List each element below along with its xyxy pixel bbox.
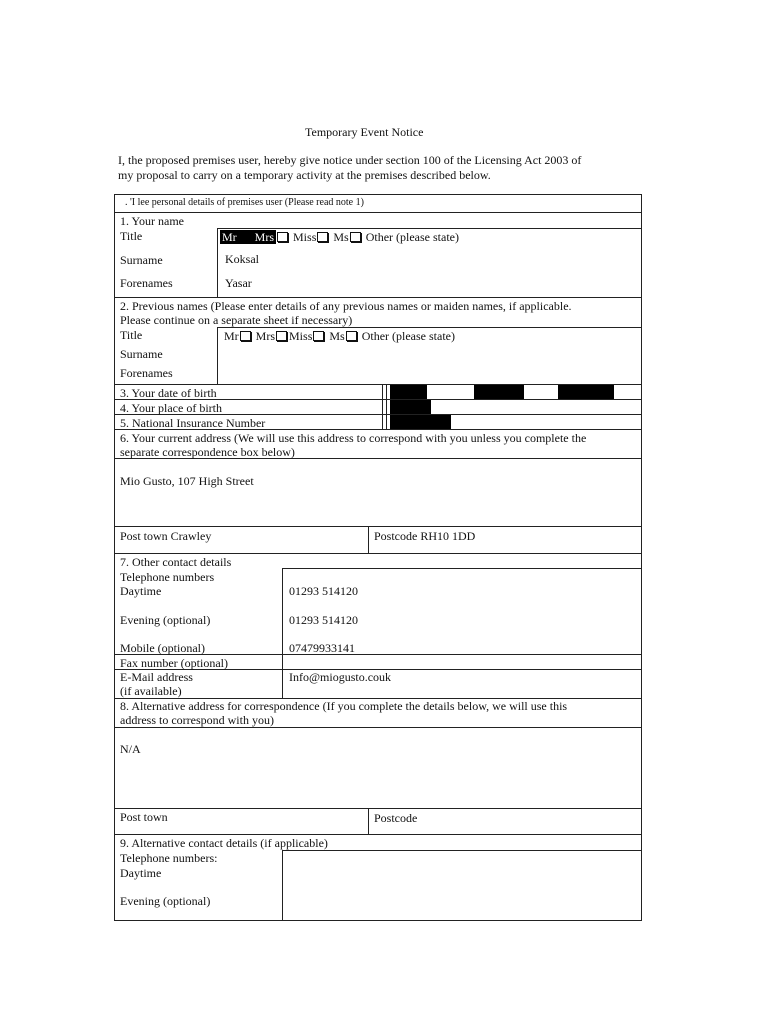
s3-label: 3. Your date of birth [120, 386, 217, 400]
s6-postcode[interactable]: Postcode RH10 1DD [374, 529, 476, 543]
checkbox-miss[interactable] [317, 232, 328, 242]
s8-heading-1: 8. Alternative address for correspondence (If you complete the details below, we will use this [120, 699, 568, 713]
intro-line-2: my proposal to carry on a temporary activity at the premises described below. [118, 168, 491, 182]
s6-heading-2: separate correspondence box below) [120, 445, 295, 459]
checkbox-prev-mr[interactable] [240, 331, 251, 341]
s7-email-sub: (if available) [120, 684, 182, 698]
intro-line-1: I, the proposed premises user, hereby give notice under section 100 of the Licensing Act 2003 of [118, 153, 582, 167]
s2-heading-1: 2. Previous names (Please enter details of any previous names or maiden names, if applicable. [120, 299, 572, 313]
checkbox-prev-ms[interactable] [346, 331, 357, 341]
s9-heading: 9. Alternative contact details (if applicable) [120, 836, 328, 850]
title-option-other: Other (please state) [365, 230, 459, 244]
s4-label: 4. Your place of birth [120, 401, 222, 415]
s1-title-options [220, 230, 459, 244]
s8-address-value[interactable]: N/A [120, 742, 141, 756]
s7-daytime-label: Daytime [120, 584, 162, 598]
s7-heading: 7. Other contact details [120, 555, 232, 569]
s2-title-label: Title [120, 328, 143, 342]
redacted-ni-number [390, 415, 451, 429]
s9-telephone-label: Telephone numbers: [120, 851, 218, 865]
checkbox-prev-miss[interactable] [313, 331, 324, 341]
s7-fax-label: Fax number (optional) [120, 656, 228, 670]
s7-email-label: E-Mail address [120, 670, 193, 684]
checkbox-mrs[interactable] [277, 232, 288, 242]
s8-postcode-label: Postcode [374, 811, 418, 825]
title-option-miss: Miss [293, 230, 317, 244]
s7-mobile-label: Mobile (optional) [120, 641, 205, 655]
s7-email-value[interactable]: Info@miogusto.couk [289, 670, 392, 684]
s7-evening-label: Evening (optional) [120, 613, 211, 627]
title-option-mr-selected[interactable]: Mr Mrs [222, 230, 275, 244]
s7-telephone-label: Telephone numbers [120, 570, 215, 584]
s7-daytime-value[interactable]: 01293 514120 [289, 584, 358, 598]
checkbox-prev-mrs[interactable] [276, 331, 287, 341]
title-option-ms: Ms [333, 230, 349, 244]
redacted-dob-month [474, 385, 524, 399]
s2-heading-2: Please continue on a separate sheet if necessary) [120, 313, 353, 327]
s6-post-town[interactable]: Post town Crawley [120, 529, 212, 543]
s1-title-label: Title [120, 229, 143, 243]
s7-evening-value[interactable]: 01293 514120 [289, 613, 358, 627]
s5-label: 5. National Insurance Number [120, 416, 266, 430]
s2-title-options: Mr Mrs Miss Ms Other (please state) [224, 329, 455, 343]
s6-heading-1: 6. Your current address (We will use this address to correspond with you unless you complete the [120, 431, 587, 445]
s7-mobile-value[interactable]: 07479933141 [289, 641, 355, 655]
checkbox-ms[interactable] [350, 232, 361, 242]
s1-surname-label: Surname [120, 253, 163, 267]
s1-surname-value[interactable]: Koksal [225, 252, 259, 266]
s9-daytime-label: Daytime [120, 866, 162, 880]
page-title: Temporary Event Notice [305, 125, 424, 139]
s2-forenames-label: Forenames [120, 366, 173, 380]
s8-post-town-label: Post town [120, 810, 168, 824]
s1-heading: 1. Your name [120, 214, 185, 228]
s6-address-value[interactable]: Mio Gusto, 107 High Street [120, 474, 254, 488]
redacted-dob-year [558, 385, 614, 399]
redacted-place-of-birth [390, 400, 431, 414]
s1-forenames-label: Forenames [120, 276, 173, 290]
s8-heading-2: address to correspond with you) [120, 713, 274, 727]
s9-evening-label: Evening (optional) [120, 894, 211, 908]
s1-forenames-value[interactable]: Yasar [225, 276, 252, 290]
s2-surname-label: Surname [120, 347, 163, 361]
redacted-dob-day [390, 385, 427, 399]
section-header: . 'I lee personal details of premises user (Please read note 1) [125, 197, 364, 208]
